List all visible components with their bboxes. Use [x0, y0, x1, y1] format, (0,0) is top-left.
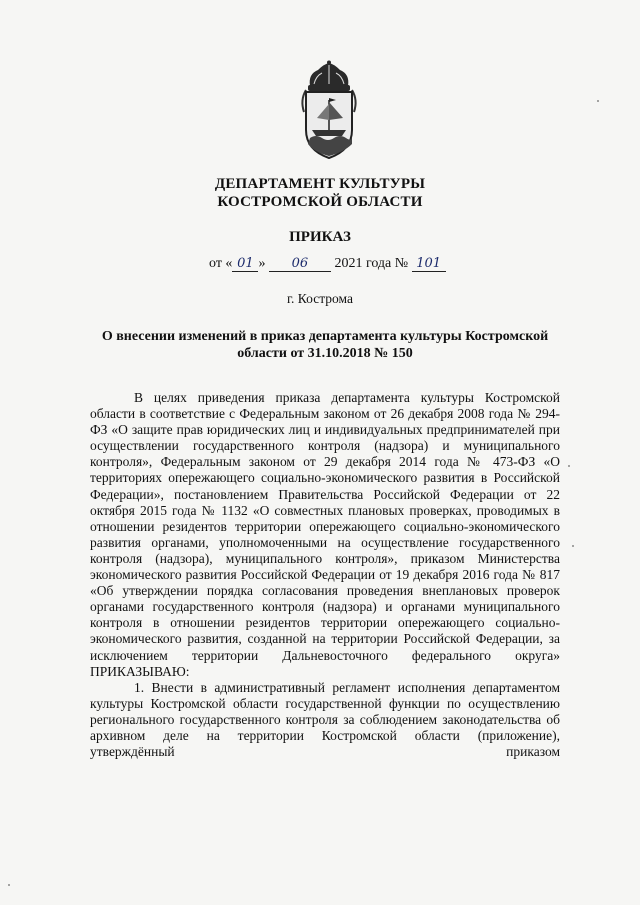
order-date-mid: »: [258, 256, 266, 271]
scan-speck: [8, 884, 10, 886]
document-subject: [90, 328, 560, 362]
document-body: [90, 390, 560, 760]
city-location: г. Кострома: [287, 291, 353, 306]
subject-line1: О внесении изменений в приказ департамента культуры Костромской: [101, 329, 549, 344]
body-paragraph-1: В целях приведения приказа департамента культуры Костромской области в соответствие с Федеральным законом от 26 декабря 2008 года № 294-ФЗ «О защите прав юридических лиц и индивидуальных предпринимателей при осуществлении государственного контроля (надзора) и муниципального контроля», Федеральным законом от 29 декабря 2014 года № 473-ФЗ «О территориях опережающего социально-экономического развития в Российской Федерации», постановлением Правительства Российской Федерации от 22 октября 2015 года № 1132 «О совместных плановых проверках, проводимых в отношении резидентов территории опережающего социально-экономического развития органами, уполномоченными на осуществление государственного контроля (надзора), муниципального контроля», приказом Министерства экономического развития Российской Федерации от 19 декабря 2016 года № 817 «Об утверждении порядка согласования проведения внеплановых проверок органами государственного контроля (надзора) и органами муниципального контроля в отношении резидентов территории опережающего социально-экономического развития, созданной на территории Российской Федерации, за исключением территории Дальневосточного федерального округа» ПРИКАЗЫВАЮ:: [90, 390, 560, 679]
order-year: 2021 года №: [334, 256, 409, 271]
subject-line2: области от 31.10.2018 № 150: [237, 346, 413, 361]
department-name-line2: КОСТРОМСКОЙ ОБЛАСТИ: [217, 194, 423, 210]
body-paragraph-2: 1. Внести в административный регламент исполнения департаментом культуры Костромской области государственной функции по осуществлению регионального государственного контроля за соблюдением законодательства об архивном деле на территории Костромской области (приложение), утверждённый приказом: [90, 679, 560, 760]
department-name-line1: ДЕПАРТАМЕНТ КУЛЬТУРЫ: [214, 176, 426, 192]
scan-speck: [597, 100, 599, 102]
order-date-prefix: от «: [209, 256, 233, 271]
order-title: ПРИКАЗ: [289, 229, 351, 245]
order-date-number-line: [209, 256, 446, 272]
scan-speck: [572, 545, 574, 547]
order-number: 101: [412, 256, 446, 272]
coat-of-arms-icon: [296, 60, 362, 160]
scan-speck: [568, 465, 570, 467]
order-month: 06: [269, 256, 331, 272]
order-day: 01: [232, 256, 258, 272]
